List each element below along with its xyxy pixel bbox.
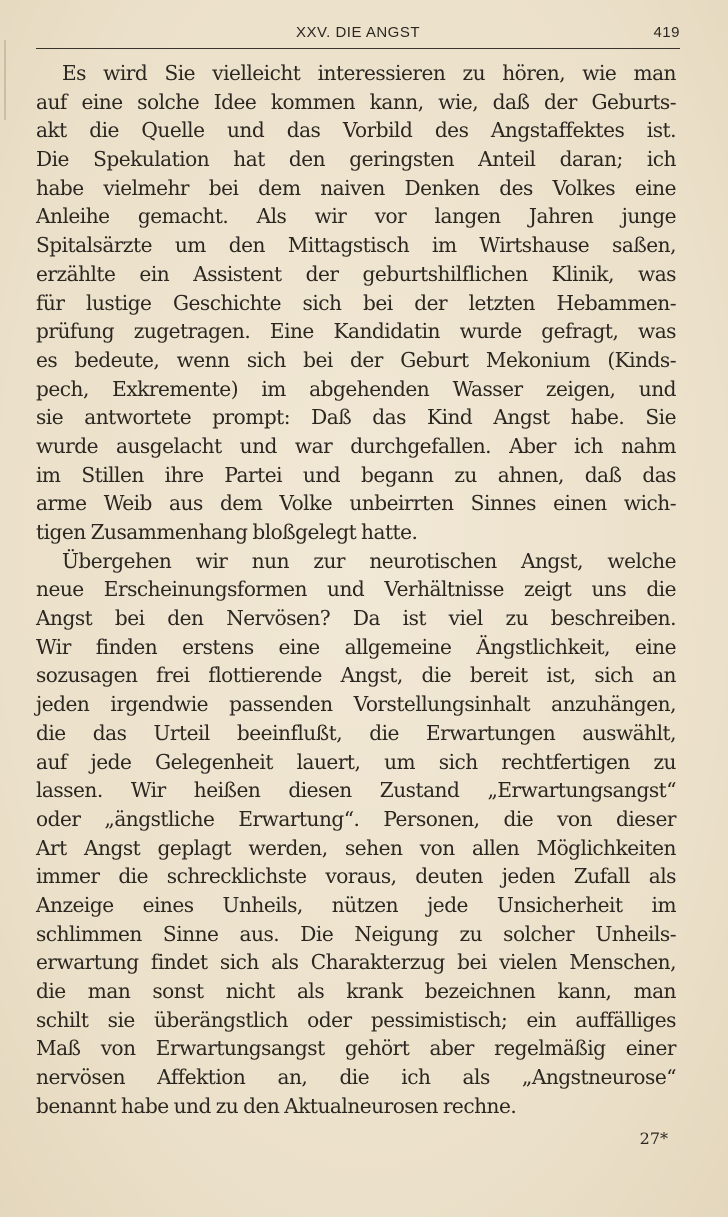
text-line: benannt habe und zu den Aktualneurosen rechne. — [36, 1093, 517, 1118]
text-line: wurde ausgelacht und war durchgefallen. Aber ich nahm — [36, 433, 676, 458]
text-line: sie antwortete prompt: Daß das Kind Angst habe. Sie — [36, 405, 676, 430]
text-line: tigen Zusammenhang bloßgelegt hatte. — [36, 520, 418, 544]
text-line: Anzeige eines Unheils, nützen jede Unsicherheit im — [36, 892, 676, 917]
text-line: Spitalsärzte um den Mittagstisch im Wirtshause saßen, — [36, 233, 676, 258]
text-line: erzählte ein Assistent der geburtshilflichen Klinik, was — [36, 261, 676, 286]
text-line: neue Erscheinungsformen und Verhältnisse zeigt uns die — [36, 577, 676, 602]
text-line: jeden irgendwie passenden Vorstellungsinhalt anzuhängen, — [36, 692, 676, 717]
running-title: XXV. DIE ANGST — [296, 24, 420, 41]
page-number: 419 — [653, 24, 680, 41]
text-line: es bedeute, wenn sich bei der Geburt Mekonium (Kinds- — [36, 347, 676, 372]
text-line: immer die schrecklichste voraus, deuten jeden Zufall als — [36, 864, 676, 889]
text-line: Es wird Sie vielleicht interessieren zu hören, wie man — [62, 61, 676, 85]
header-rule — [36, 48, 680, 49]
text-line: Anleihe gemacht. Als wir vor langen Jahren junge — [36, 204, 676, 229]
text-line: habe vielmehr bei dem naiven Denken des Volkes eine — [36, 175, 676, 200]
text-line: schlimmen Sinne aus. Die Neigung zu solcher Unheils- — [36, 921, 676, 946]
signature-mark: 27* — [639, 1129, 668, 1148]
text-line: Übergehen wir nun zur neurotischen Angst, welche — [62, 548, 676, 573]
text-line: lassen. Wir heißen diesen Zustand „Erwartungsangst“ — [36, 778, 676, 803]
paragraph-2 — [36, 547, 676, 1121]
text-line: Maß von Erwartungsangst gehört aber regelmäßig einer — [36, 1036, 676, 1061]
text-line: Art Angst geplagt werden, sehen von allen Möglichkeiten — [36, 835, 676, 860]
text-line: prüfung zugetragen. Eine Kandidatin wurde gefragt, was — [36, 319, 676, 344]
text-line: sozusagen frei flottierende Angst, die bereit ist, sich an — [36, 663, 676, 688]
text-line: auf eine solche Idee kommen kann, wie, daß der Geburts- — [36, 89, 676, 114]
paragraph-1 — [36, 59, 676, 547]
text-line: schilt sie überängstlich oder pessimistisch; ein auffälliges — [36, 1007, 676, 1032]
text-line: nervösen Affektion an, die ich als „Angstneurose“ — [36, 1065, 676, 1090]
text-line: arme Weib aus dem Volke unbeirrten Sinnes einen wich- — [36, 491, 676, 516]
text-line: auf jede Gelegenheit lauert, um sich rechtfertigen zu — [36, 749, 676, 774]
text-line: oder „ängstliche Erwartung“. Personen, die von dieser — [36, 806, 676, 831]
text-line: die man sonst nicht als krank bezeichnen kann, man — [36, 979, 676, 1003]
text-line: für lustige Geschichte sich bei der letzten Hebammen- — [36, 290, 676, 315]
text-line: im Stillen ihre Partei und begann zu ahnen, daß das — [36, 462, 676, 487]
text-line: erwartung findet sich als Charakterzug bei vielen Menschen, — [36, 950, 676, 975]
running-head — [36, 22, 680, 46]
text-line: akt die Quelle und das Vorbild des Angstaffektes ist. — [36, 118, 676, 143]
body-text — [36, 59, 676, 1120]
text-line: Die Spekulation hat den geringsten Anteil daran; ich — [36, 147, 676, 172]
text-line: Angst bei den Nervösen? Da ist viel zu beschreiben. — [36, 606, 676, 631]
text-line: Wir finden erstens eine allgemeine Ängstlichkeit, eine — [36, 634, 676, 659]
spine-shadow — [4, 40, 6, 120]
text-line: die das Urteil beeinflußt, die Erwartungen auswählt, — [36, 720, 676, 745]
text-line: pech, Exkremente) im abgehenden Wasser zeigen, und — [36, 376, 676, 401]
